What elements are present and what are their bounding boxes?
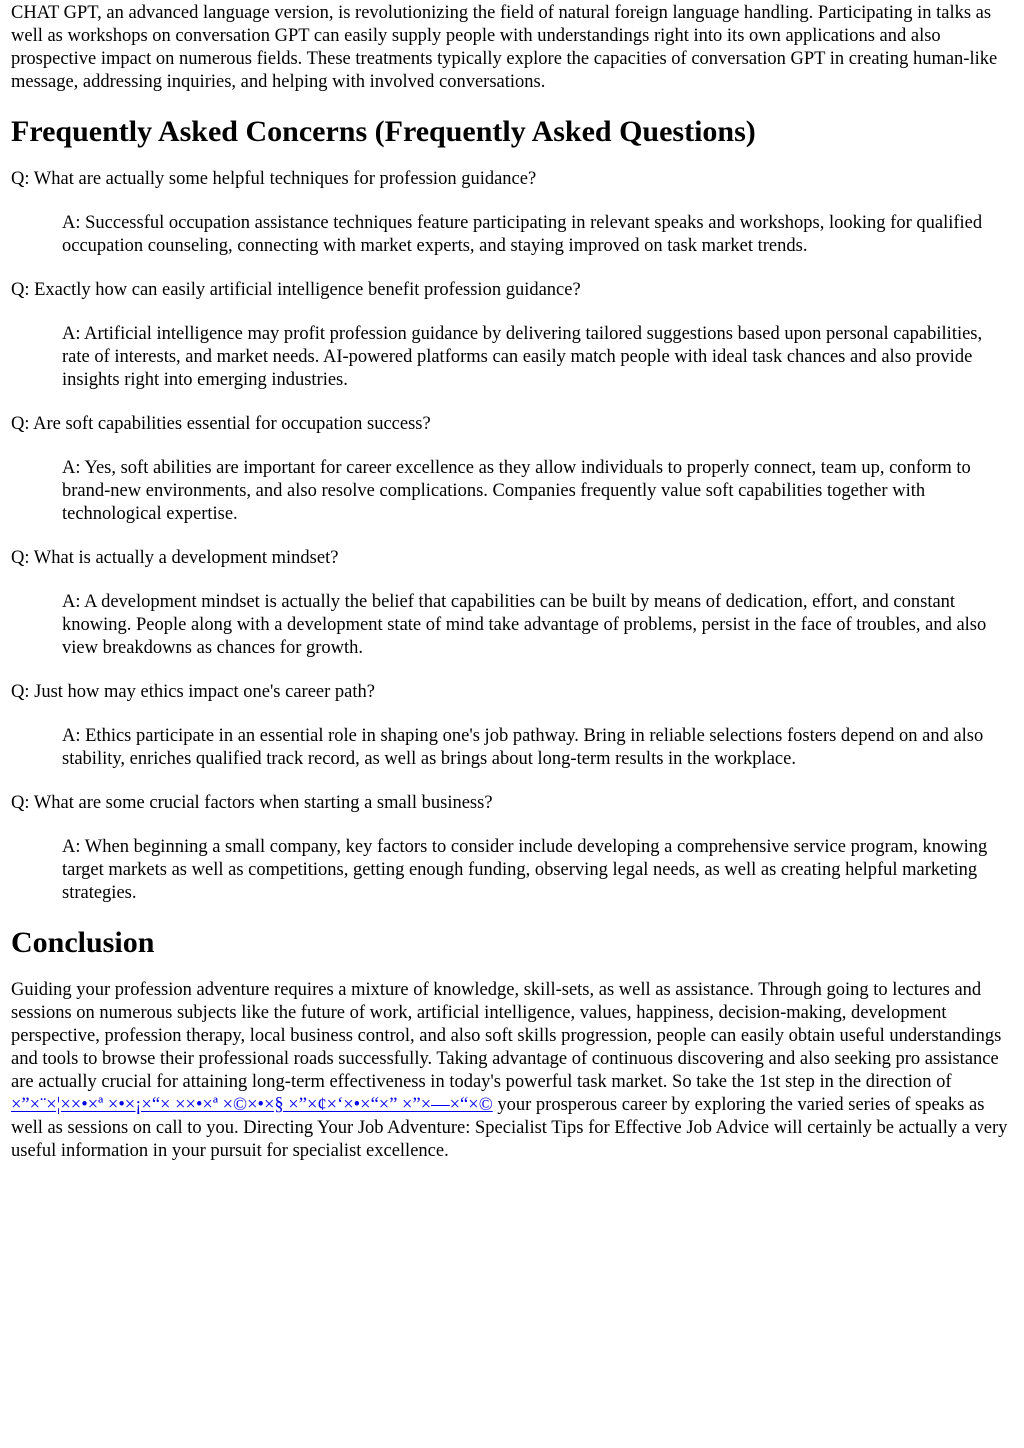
faq-question: Q: What are some crucial factors when starting a small business?: [11, 793, 493, 813]
faq-answer: A: Successful occupation assistance techniques feature participating in relevant speaks and workshops, looking for qualified occupation counseling, connecting with market experts, and staying improved on task market trends.: [62, 213, 983, 256]
faq-heading: Frequently Asked Concerns (Frequently Asked Questions): [11, 115, 756, 148]
faq-question: Q: Are soft capabilities essential for occupation success?: [11, 414, 431, 434]
conclusion-text-after-link: your prosperous career by exploring the varied series of speaks as well as sessions on call to you. Directing Your Job Adventure: Specialist Tips for Effective Job Advice will certainly be actually a very useful information in your pursuit for specialist excellence.: [11, 1095, 1008, 1161]
faq-question: Q: Exactly how can easily artificial intelligence benefit profession guidance?: [11, 280, 581, 300]
faq-question: Q: Just how may ethics impact one's career path?: [11, 682, 375, 702]
faq-answer: A: When beginning a small company, key factors to consider include developing a comprehensive service program, knowing target markets as well as competitions, getting enough funding, observing legal needs, as well as creating helpful marketing strategies.: [62, 837, 988, 903]
faq-answer: A: Artificial intelligence may profit profession guidance by delivering tailored suggestions based upon personal capabilities, rate of interests, and market needs. AI-powered platforms can easily match people with ideal task chances and also provide insights right into emerging industries.: [62, 324, 983, 390]
conclusion-paragraph: [11, 979, 1013, 1163]
faq-answer: A: Yes, soft abilities are important for career excellence as they allow individuals to properly connect, team up, conform to brand-new environments, and also resolve complications. Companies frequently value soft capabilities together with technological expertise.: [62, 458, 971, 524]
faq-question: Q: What are actually some helpful techniques for profession guidance?: [11, 169, 537, 189]
faq-answer: A: Ethics participate in an essential role in shaping one's job pathway. Bring in reliable selections fosters depend on and also stability, enriches qualified track record, as well as brings about long-term results in the workplace.: [62, 726, 984, 769]
faq-answer: A: A development mindset is actually the belief that capabilities can be built by means of dedication, effort, and constant knowing. People along with a development state of mind take advantage of problems, persist in the face of troubles, and also view breakdowns as chances for growth.: [62, 592, 987, 658]
conclusion-heading: Conclusion: [11, 926, 155, 959]
faq-list: [11, 168, 1013, 905]
workshops-link[interactable]: ×”×¨×¦××•×ª ×•×¡×“× ××•×ª ×©×•×§ ×”×¢×‘×•×“×” ×”×—×“×©: [11, 1095, 493, 1115]
faq-question: Q: What is actually a development mindset?: [11, 548, 339, 568]
intro-paragraph: CHAT GPT, an advanced language version, is revolutionizing the field of natural foreign language handling. Participating in talks as well as workshops on conversation GPT can easily supply people with understandings right into its own applications and also prospective impact on numerous fields. These treatments typically explore the capacities of conversation GPT in creating human-like message, addressing inquiries, and helping with involved conversations.: [11, 3, 998, 92]
conclusion-text-before-link: Guiding your profession adventure requires a mixture of knowledge, skill-sets, as well as assistance. Through going to lectures and sessions on numerous subjects like the future of work, artificial intelligence, values, happiness, decision-making, development perspective, profession therapy, local business control, and also soft skills progression, people can easily obtain useful understandings and tools to browse their professional roads successfully. Taking advantage of continuous discovering and also seeking pro assistance are actually crucial for attaining long-term effectiveness in today's powerful task market. So take the 1st step in the direction of: [11, 980, 1002, 1092]
